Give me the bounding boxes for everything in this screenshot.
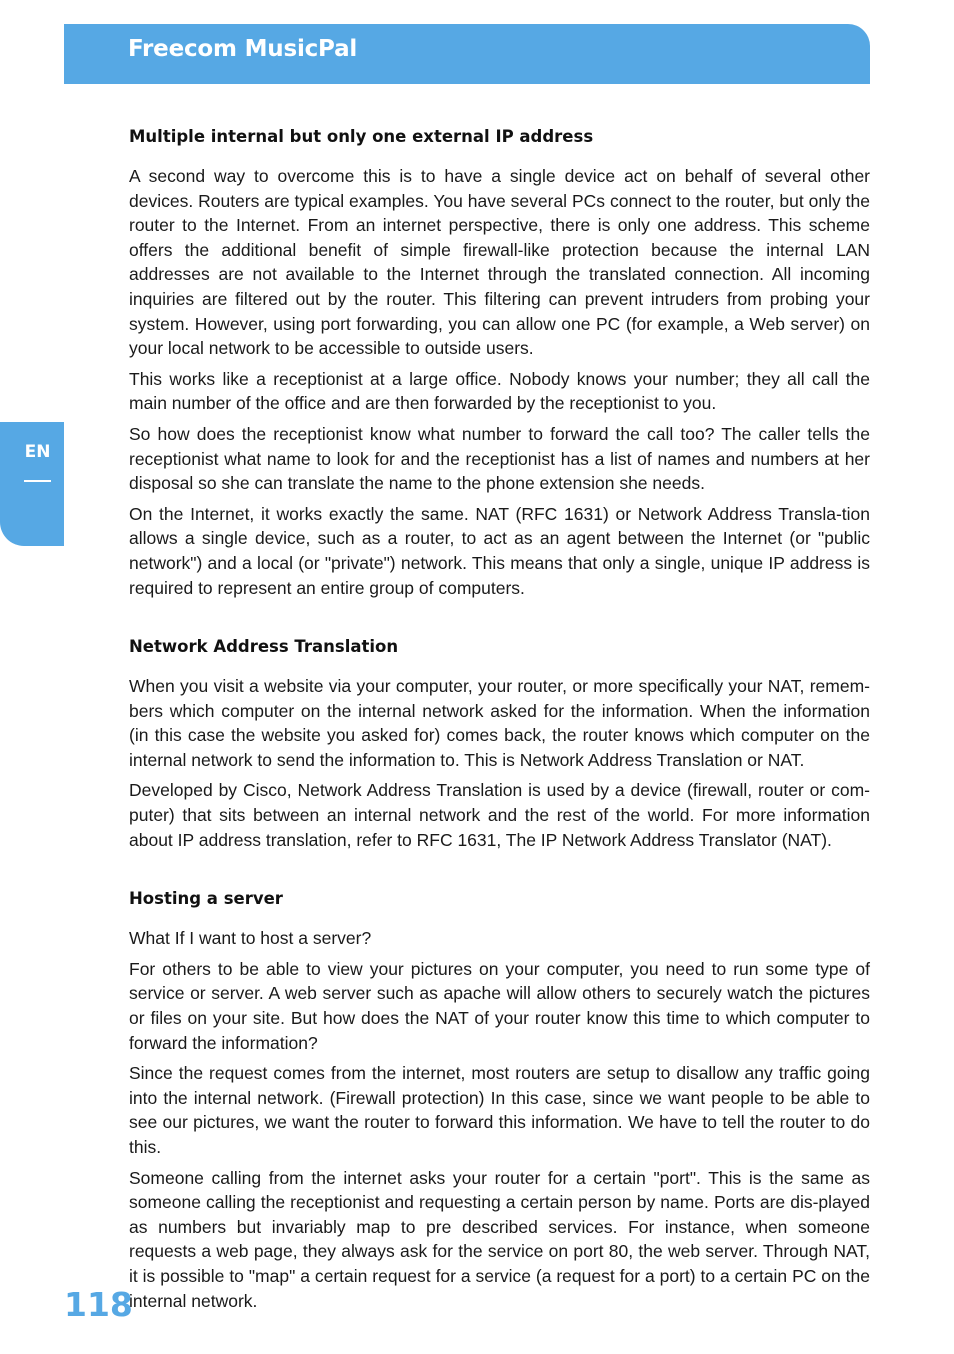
paragraph: For others to be able to view your pictures on your computer, you need to run some type of service or server. A web server such as apache will allow others to securely watch the pictures or files on your site. But how does the NAT of your router know this time to which computer to forward the information? bbox=[129, 958, 870, 1053]
header-bar bbox=[64, 24, 870, 84]
section-multiple-internal-ip bbox=[129, 124, 870, 600]
header-title: Freecom MusicPal bbox=[128, 36, 358, 62]
paragraph: Developed by Cisco, Network Address Translation is used by a device (firewall, router or com-puter) that sits between an internal network and the rest of the world. For more information about IP address translation, refer to RFC 1631, The IP Network Address Translator (NAT). bbox=[129, 780, 870, 850]
main-content bbox=[129, 124, 870, 1313]
paragraph: On the Internet, it works exactly the same. NAT (RFC 1631) or Network Address Transla-tion allows a single device, such as a router, to act as an agent between the Internet (or "public network") and a local (or "private") network. This means that only a single, unique IP address is required to represent an entire group of computers. bbox=[129, 503, 870, 598]
paragraph: What If I want to host a server? bbox=[129, 928, 372, 949]
paragraph: This works like a receptionist at a large office. Nobody knows your number; they all call the main number of the office and are then forwarded by the receptionist to you. bbox=[129, 368, 870, 414]
paragraph: When you visit a website via your computer, your router, or more specifically your NAT, remem-bers which computer on the internal network asked for the information. When the information (in this case the website you asked for) comes back, the router knows which computer on the internal network to send the information to. This is Network Address Translation or NAT. bbox=[129, 676, 870, 770]
section-network-address-translation bbox=[129, 634, 870, 852]
paragraph: A second way to overcome this is to have a single device act on behalf of several other devices. Routers are typical examples. You have several PCs connect to the router, but only the router to the Internet. From an internet perspective, there is only one address. This scheme offers the additional benefit of simple firewall-like protection because the internal LAN addresses are not available to the Internet through the translated connection. All incoming inquiries are filtered out by the router. This filtering can prevent intruders from probing your system. However, using port forwarding, you can allow one PC (for example, a Web server) on your local network to be accessible to outside users. bbox=[129, 166, 870, 359]
section-hosting-a-server bbox=[129, 886, 870, 1313]
paragraph: So how does the receptionist know what number to forward the call too? The caller tells the receptionist what name to look for and the receptionist has a list of names and numbers at her disposal so she can translate the name to the phone extension she needs. bbox=[129, 423, 870, 494]
section-title: Hosting a server bbox=[129, 889, 283, 909]
section-title: Network Address Translation bbox=[129, 637, 399, 657]
section-title: Multiple internal but only one external IP address bbox=[129, 127, 594, 146]
language-label: EN bbox=[24, 442, 51, 462]
paragraph: Someone calling from the internet asks your router for a certain "port". This is the same as someone calling the receptionist and requesting a certain person by name. Ports are dis-played as numbers but invariably map to pre described services. For instance, when someone requests a web page, they always ask for the service on port 80, the web server. Through NAT, it is possible to "map" a certain request for a service (a request for a port) to a certain PC on the internal network. bbox=[129, 1167, 870, 1311]
paragraph: Since the request comes from the internet, most routers are setup to disallow any traffic going into the internal network. (Firewall protection) In this case, since we want people to be able to see our pictures, we want the router to forward this information. We have to tell the router to do this. bbox=[129, 1063, 870, 1157]
language-tab bbox=[0, 422, 64, 546]
page-number: 118 bbox=[64, 1285, 133, 1324]
language-underline bbox=[24, 480, 51, 482]
